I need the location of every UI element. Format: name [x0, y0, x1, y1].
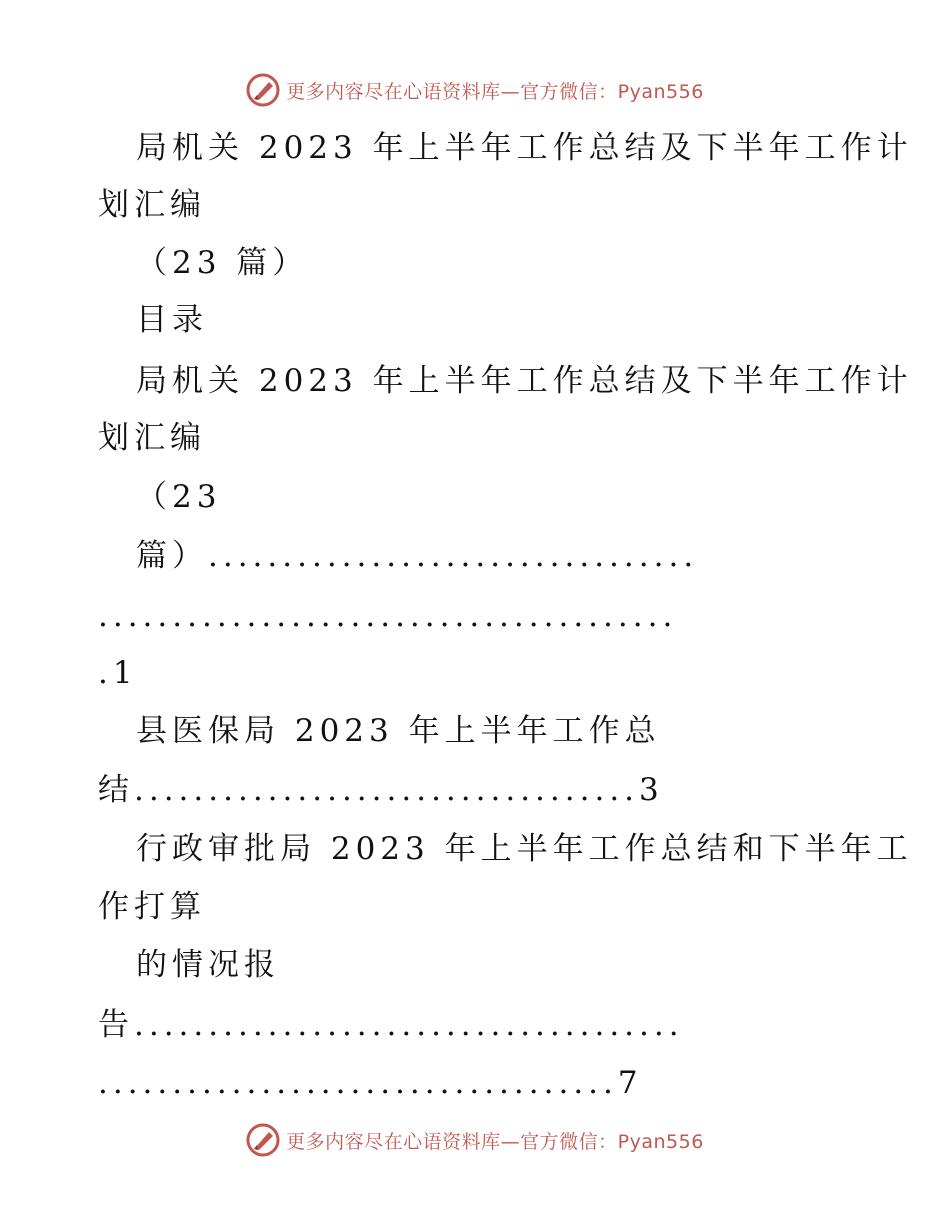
toc-entry-1-page: .1 [98, 655, 138, 691]
watermark-text: 更多内容尽在心语资料库—官方微信：Pyan556 [286, 80, 704, 103]
toc-heading: 目录 [136, 302, 208, 338]
pen-logo-icon [246, 1123, 280, 1157]
document-title-line-2: 划汇编 [98, 187, 206, 223]
toc-entry-1-line-3: （23 [136, 479, 222, 515]
toc-entry-3-line-4: 告..................................... [98, 1007, 684, 1043]
toc-entry-1-line-1: 局机关 2023 年上半年工作总结及下半年工作计 [136, 363, 913, 399]
document-title-line-1: 局机关 2023 年上半年工作总结及下半年工作计 [136, 130, 913, 166]
watermark-banner-bottom [0, 1120, 950, 1160]
toc-entry-1-line-4: 篇）................................. [136, 538, 699, 574]
toc-entry-2-line-2: 结..................................3 [98, 772, 664, 808]
toc-entry-2-line-1: 县医保局 2023 年上半年工作总 [136, 713, 661, 749]
toc-entry-3-line-5: ...................................7 [98, 1065, 643, 1101]
document-title-line-3: （23 篇） [136, 245, 309, 281]
toc-entry-3-line-1: 行政审批局 2023 年上半年工作总结和下半年工 [136, 831, 913, 867]
watermark-text: 更多内容尽在心语资料库—官方微信：Pyan556 [286, 1130, 704, 1153]
toc-entry-3-line-3: 的情况报 [136, 947, 280, 983]
toc-entry-1-line-5: ....................................... [98, 598, 678, 634]
toc-entry-1-line-2: 划汇编 [98, 420, 206, 456]
toc-entry-3-line-2: 作打算 [98, 889, 206, 925]
